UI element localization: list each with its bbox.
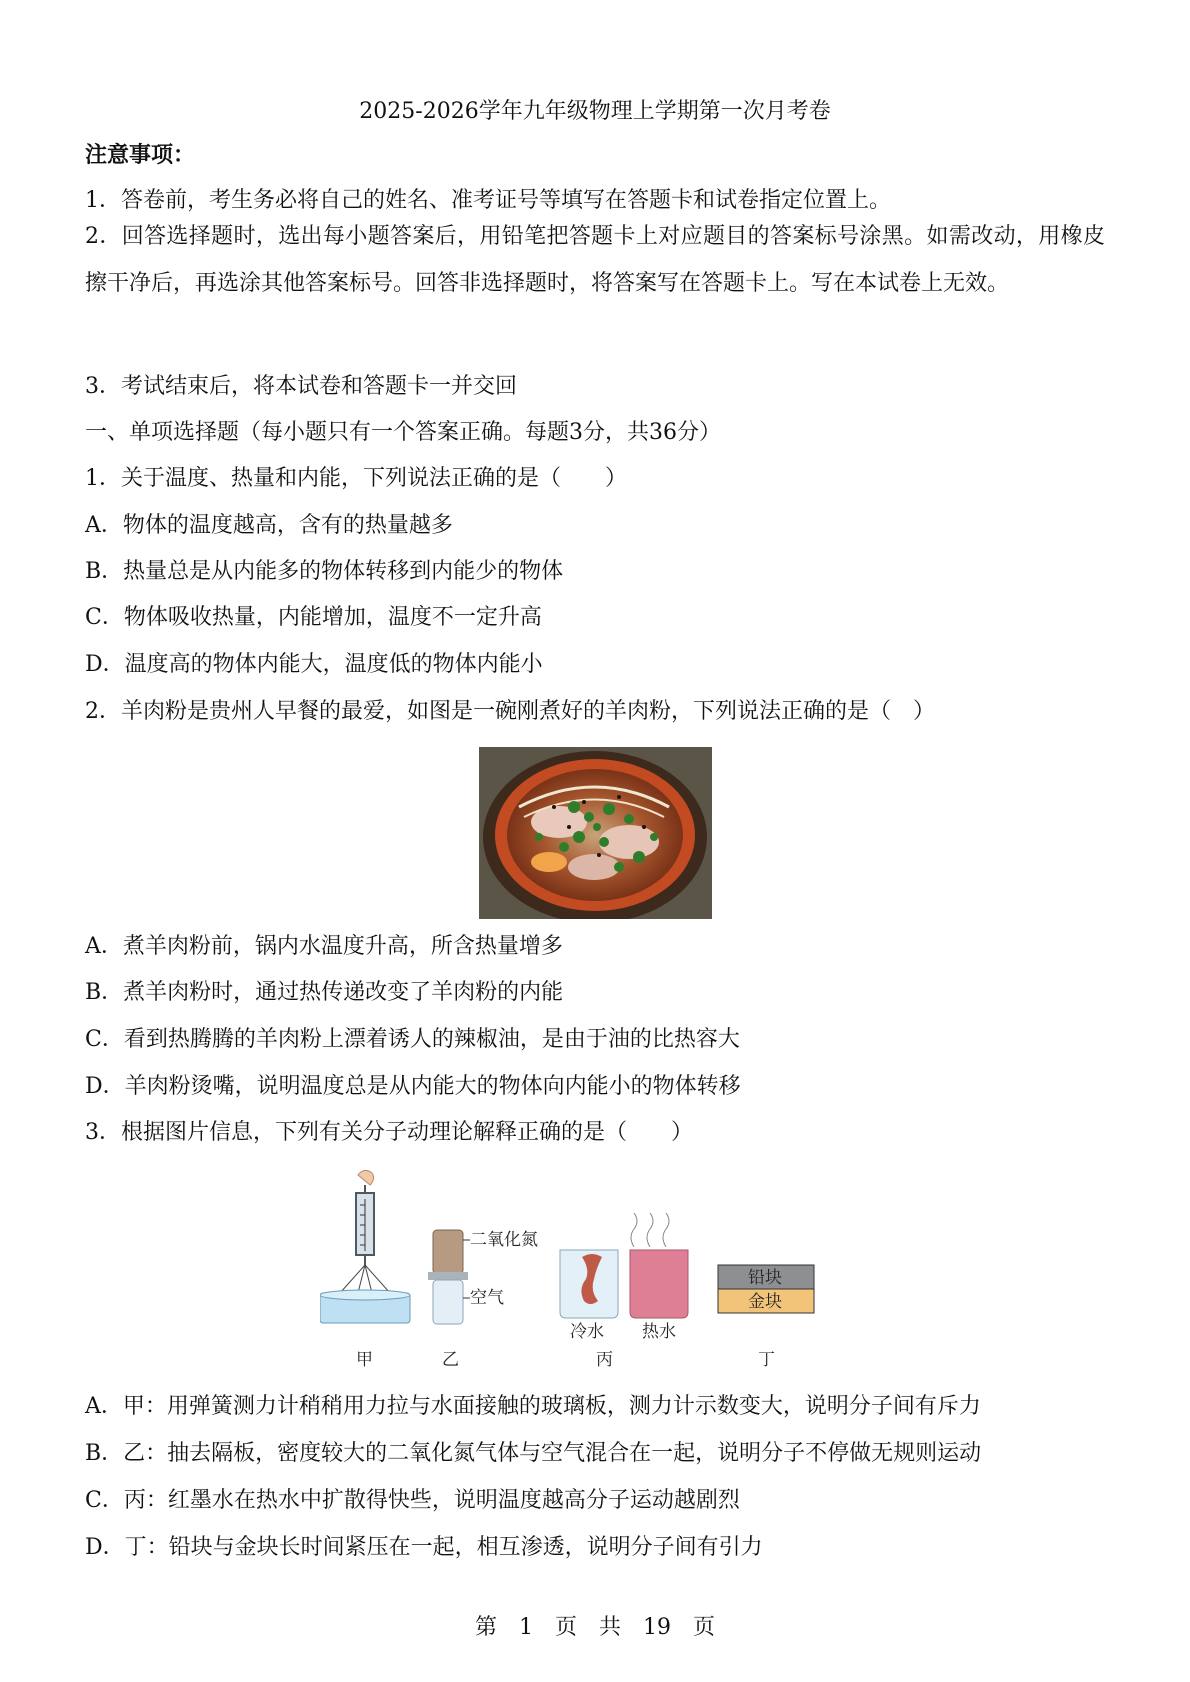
page-footer: 第 1 页 共 19 页 <box>475 1615 715 1640</box>
exam-title: 2025-2026学年九年级物理上学期第一次月考卷 <box>359 99 831 124</box>
caption-yi: 乙 <box>442 1350 459 1370</box>
figure-ding <box>718 1265 814 1313</box>
question-3-option-c: C．丙：红墨水在热水中扩散得快些，说明温度越高分子运动越剧烈 <box>85 1488 740 1513</box>
mutton-noodle-photo <box>479 747 712 919</box>
caption-jia: 甲 <box>356 1350 373 1370</box>
question-1-option-c: C．物体吸收热量，内能增加，温度不一定升高 <box>85 605 542 630</box>
caption-ding: 丁 <box>758 1350 775 1370</box>
section-heading: 一、单项选择题（每小题只有一个答案正确。每题3分，共36分） <box>85 420 721 445</box>
question-3-option-d: D．丁：铅块与金块长时间紧压在一起，相互渗透，说明分子间有引力 <box>85 1535 763 1560</box>
question-1-option-b: B．热量总是从内能多的物体转移到内能少的物体 <box>85 559 564 584</box>
question-2-stem: 2．羊肉粉是贵州人早餐的最爱，如图是一碗刚煮好的羊肉粉，下列说法正确的是（ ） <box>85 699 935 724</box>
question-3-option-a: A．甲：用弹簧测力计稍稍用力拉与水面接触的玻璃板，测力计示数变大，说明分子间有斥力 <box>85 1394 981 1419</box>
question-1-option-d: D．温度高的物体内能大，温度低的物体内能小 <box>85 652 543 677</box>
question-2-option-d: D．羊肉粉烫嘴，说明温度总是从内能大的物体向内能小的物体转移 <box>85 1074 741 1099</box>
notice-item-3: 3．考试结束后，将本试卷和答题卡一并交回 <box>85 374 517 399</box>
question-2-option-c: C．看到热腾腾的羊肉粉上漂着诱人的辣椒油，是由于油的比热容大 <box>85 1027 740 1052</box>
notice-item-2: 2．回答选择题时，选出每小题答案后，用铅笔把答题卡上对应题目的答案标号涂黑。如需改动，用橡皮擦干净后，再选涂其他答案标号。回答非选择题时，将答案写在答题卡上。写在本试卷上无效。 <box>85 224 1105 296</box>
question-3-option-b: B．乙：抽去隔板，密度较大的二氧化氮气体与空气混合在一起，说明分子不停做无规则运动 <box>85 1441 982 1466</box>
figure-yi <box>428 1230 538 1324</box>
question-1-stem: 1．关于温度、热量和内能，下列说法正确的是（ ） <box>85 466 627 491</box>
label-nitrogen-dioxide: 二氧化氮 <box>470 1230 538 1250</box>
label-cold-water: 冷水 <box>570 1322 604 1342</box>
notice-item-1: 1．答卷前，考生务必将自己的姓名、准考证号等填写在答题卡和试卷指定位置上。 <box>85 188 891 213</box>
label-gold-block: 金块 <box>748 1292 782 1312</box>
question-1-option-a: A．物体的温度越高，含有的热量越多 <box>85 513 453 538</box>
figure-jia <box>320 1170 410 1323</box>
molecular-theory-figure <box>320 1165 870 1375</box>
question-3-stem: 3．根据图片信息，下列有关分子动理论解释正确的是（ ） <box>85 1120 693 1145</box>
label-hot-water: 热水 <box>642 1322 676 1342</box>
question-2-option-a: A．煮羊肉粉前，锅内水温度升高，所含热量增多 <box>85 934 563 959</box>
question-2-option-b: B．煮羊肉粉时，通过热传递改变了羊肉粉的内能 <box>85 980 564 1005</box>
label-lead-block: 铅块 <box>748 1268 782 1288</box>
figure-bing <box>560 1213 688 1342</box>
label-air: 空气 <box>470 1288 504 1308</box>
notice-heading: 注意事项： <box>85 142 196 168</box>
caption-bing: 丙 <box>596 1350 613 1370</box>
